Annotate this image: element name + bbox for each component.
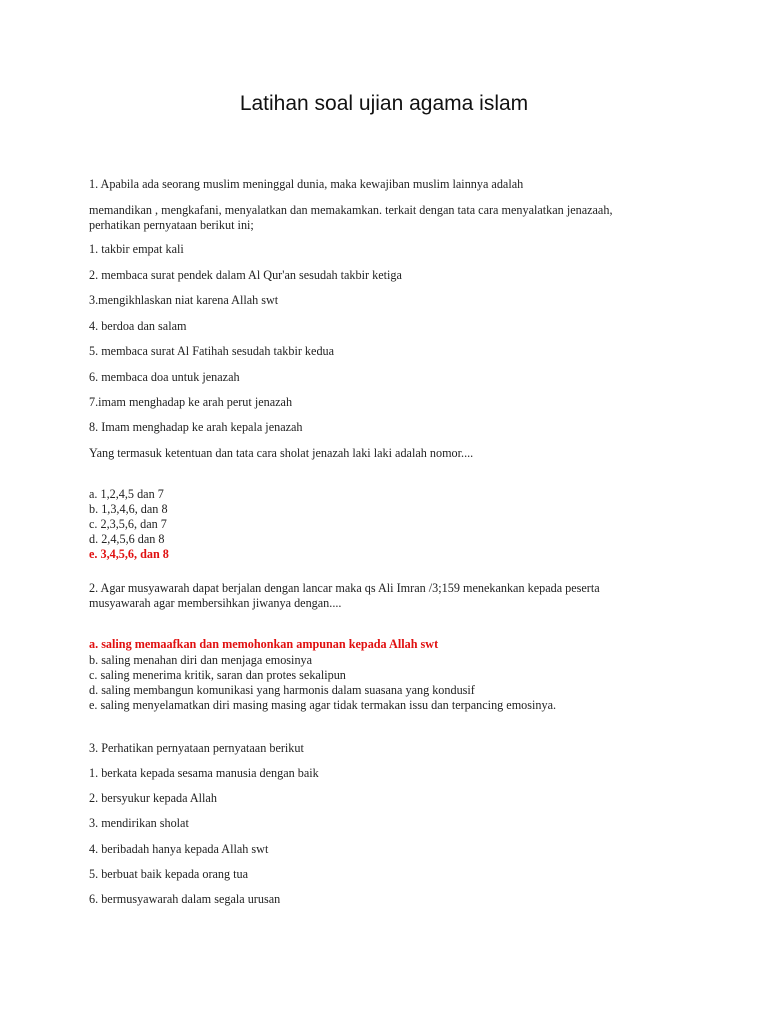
q2-option-c: c. saling menerima kritik, saran dan protes sekalipun	[89, 668, 346, 682]
q1-answer: e. 3,4,5,6, dan 8	[89, 547, 169, 561]
q2-answer: a. saling memaafkan dan memohonkan ampunan kepada Allah swt	[89, 637, 439, 651]
q2-text-1: 2. Agar musyawarah dapat berjalan dengan lancar maka qs Ali Imran /3;159 menekankan kepada peserta	[89, 581, 600, 595]
q1-item-1: 1. takbir empat kali	[89, 242, 184, 256]
q2-option-d: d. saling membangun komunikasi yang harmonis dalam suasana yang kondusif	[89, 683, 475, 697]
q1-option-b: b. 1,3,4,6, dan 8	[89, 502, 168, 516]
q2-option-e: e. saling menyelamatkan diri masing masing agar tidak termakan issu dan terpancing emosinya.	[89, 698, 557, 712]
q3-item-1: 1. berkata kepada sesama manusia dengan baik	[89, 766, 319, 780]
q3-item-3: 3. mendirikan sholat	[89, 816, 189, 830]
q1-item-5: 5. membaca surat Al Fatihah sesudah takbir kedua	[89, 344, 335, 358]
q3-item-5: 5. berbuat baik kepada orang tua	[89, 867, 249, 881]
q1-item-3: 3.mengikhlaskan niat karena Allah swt	[89, 293, 279, 307]
q1-option-d: d. 2,4,5,6 dan 8	[89, 532, 165, 546]
q1-text-3: perhatikan pernyataan berikut ini;	[89, 218, 254, 232]
q1-item-6: 6. membaca doa untuk jenazah	[89, 370, 240, 384]
q1-item-8: 8. Imam menghadap ke arah kepala jenazah	[89, 420, 303, 434]
q1-item-2: 2. membaca surat pendek dalam Al Qur'an sesudah takbir ketiga	[89, 268, 402, 282]
page-title: Latihan soal ujian agama islam	[239, 92, 529, 115]
q3-item-4: 4. beribadah hanya kepada Allah swt	[89, 842, 269, 856]
q1-option-a: a. 1,2,4,5 dan 7	[89, 487, 164, 501]
q3-item-2: 2. bersyukur kepada Allah	[89, 791, 217, 805]
q2-text-2: musyawarah agar membersihkan jiwanya dengan....	[89, 596, 342, 610]
q1-text-2: memandikan , mengkafani, menyalatkan dan memakamkan. terkait dengan tata cara menyalatkan jenazaah,	[89, 203, 613, 217]
q1-item-4: 4. berdoa dan salam	[89, 319, 187, 333]
q1-text-1: 1. Apabila ada seorang muslim meninggal dunia, maka kewajiban muslim lainnya adalah	[89, 177, 524, 191]
q3-item-6: 6. bermusyawarah dalam segala urusan	[89, 892, 281, 906]
q1-item-7: 7.imam menghadap ke arah perut jenazah	[89, 395, 293, 409]
q2-option-b: b. saling menahan diri dan menjaga emosinya	[89, 653, 313, 667]
q3-text-1: 3. Perhatikan pernyataan pernyataan berikut	[89, 741, 304, 755]
q1-question: Yang termasuk ketentuan dan tata cara sholat jenazah laki laki adalah nomor....	[89, 446, 474, 460]
q1-option-c: c. 2,3,5,6, dan 7	[89, 517, 167, 531]
